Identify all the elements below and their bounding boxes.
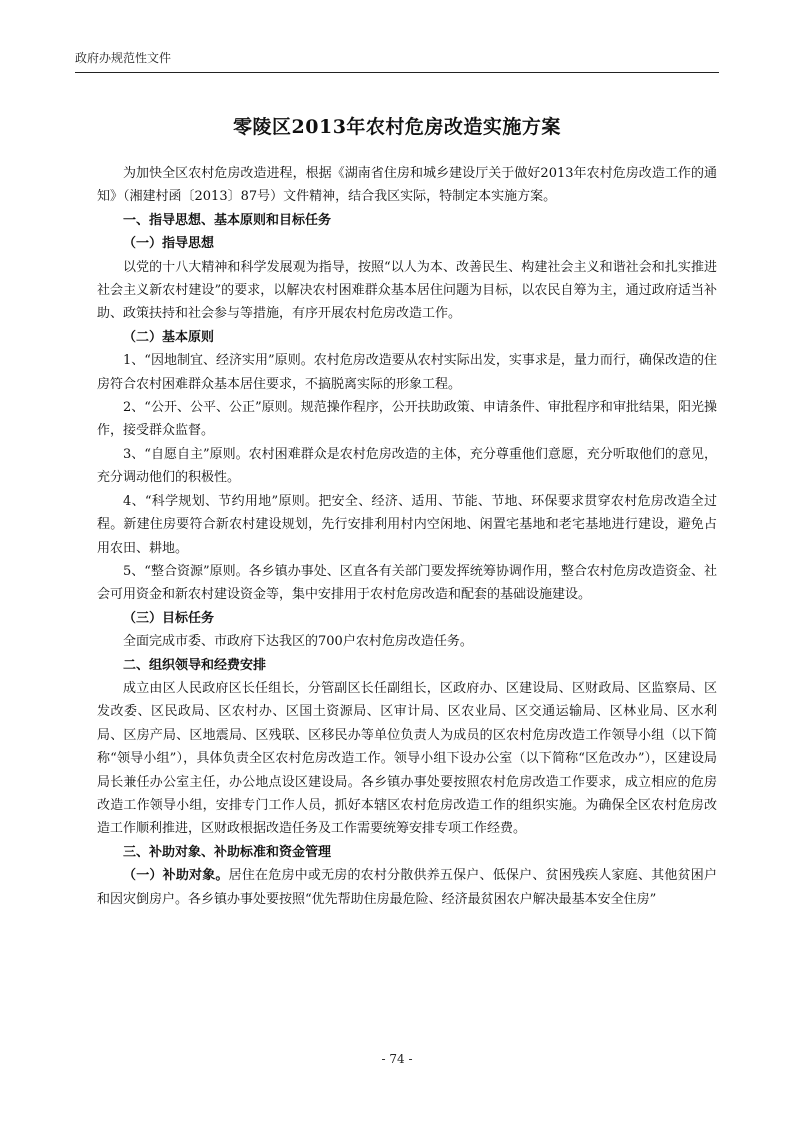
document-title: 零陵区2013年农村危房改造实施方案 — [233, 116, 561, 138]
paragraph-subsidy-targets — [97, 864, 717, 911]
page-number: - 74 - — [381, 1052, 413, 1066]
subsection-heading-1-2: （二）基本原则 — [123, 329, 215, 345]
intro-paragraph: 为加快全区农村危房改造进程，根据《湖南省住房和城乡建设厅关于做好2013年农村危房改造工作的通知》（湘建村函〔2013〕87号）文件精神，结合我区实际，特制定本实施方案。 — [97, 166, 717, 205]
header-divider — [75, 72, 719, 73]
section-heading-3: 三、补助对象、补助标准和资金管理 — [123, 844, 332, 860]
subsection-heading-1-3: （三）目标任务 — [123, 610, 215, 626]
paragraph-organization: 成立由区人民政府区长任组长，分管副区长任副组长，区政府办、区建设局、区财政局、区监察局、区发改委、区民政局、区农村办、区国土资源局、区审计局、区农业局、区交通运输局、区林业局、区水利局、区房产局、区地震局、区残联、区移民办等单位负责人为成员的区农村危房改造工作领导小组（以下简称“领导小组”），具体负责全区农村危房改造工作。领导小组下设办公室（以下简称“区危改办”），区建设局局长兼任办公室主任，办公地点设区建设局。各乡镇办事处要按照农村危房改造工作要求，成立相应的危房改造工作领导小组，安排专门工作人员，抓好本辖区农村危房改造工作的组织实施。为确保全区农村危房改造工作顺利推进，区财政根据改造任务及工作需要统筹安排专项工作经费。 — [97, 680, 717, 837]
paragraph-target-task: 全面完成市委、市政府下达我区的700户农村危房改造任务。 — [123, 634, 473, 650]
principle-item-3: 3、“自愿自主”原则。农村困难群众是农村危房改造的主体，充分尊重他们意愿，充分听取他们的意见，充分调动他们的积极性。 — [97, 446, 717, 486]
principle-item-1: 1、“因地制宜、经济实用”原则。农村危房改造要从农村实际出发，实事求是，量力而行，确保改造的住房符合农村困难群众基本居住要求，不搞脱离实际的形象工程。 — [97, 353, 717, 392]
document-body — [97, 162, 717, 911]
paragraph-lead: （一）补助对象。 — [123, 868, 229, 884]
principle-item-2: 2、“公开、公平、公正”原则。规范操作程序，公开扶助政策、申请条件、审批程序和审批结果，阳光操作，接受群众监督。 — [97, 400, 717, 439]
paragraph-text: 居住在危房中或无房的农村分散供养五保户、低保户、贫困残疾人家庭、其他贫困户和因灾倒房户。各乡镇办事处要按照“优先帮助住房最危险、经济最贫困农户解决最基本安全住房” — [97, 868, 717, 907]
section-heading-2: 二、组织领导和经费安排 — [123, 657, 267, 673]
principle-item-4: 4、“科学规划、节约用地”原则。把安全、经济、适用、节能、节地、环保要求贯穿农村危房改造全过程。新建住房要符合新农村建设规划，先行安排利用村内空闲地、闲置宅基地和老宅基地进行建设，避免占用农田、耕地。 — [97, 493, 717, 556]
paragraph-guiding-ideology: 以党的十八大精神和科学发展观为指导，按照“以人为本、改善民生、构建社会主义和谐社会和扎实推进社会主义新农村建设”的要求，以解决农村困难群众基本居住问题为目标，以农民自筹为主，通过政府适当补助、政策扶持和社会参与等措施，有序开展农村危房改造工作。 — [97, 259, 717, 322]
section-heading-1: 一、指导思想、基本原则和目标任务 — [123, 212, 332, 228]
principle-item-5: 5、“整合资源”原则。各乡镇办事处、区直各有关部门要发挥统筹协调作用，整合农村危房改造资金、社会可用资金和新农村建设资金等，集中安排用于农村危房改造和配套的基础设施建设。 — [97, 563, 717, 603]
subsection-heading-1-1: （一）指导思想 — [123, 236, 215, 252]
document-header: 政府办规范性文件 — [75, 51, 172, 65]
